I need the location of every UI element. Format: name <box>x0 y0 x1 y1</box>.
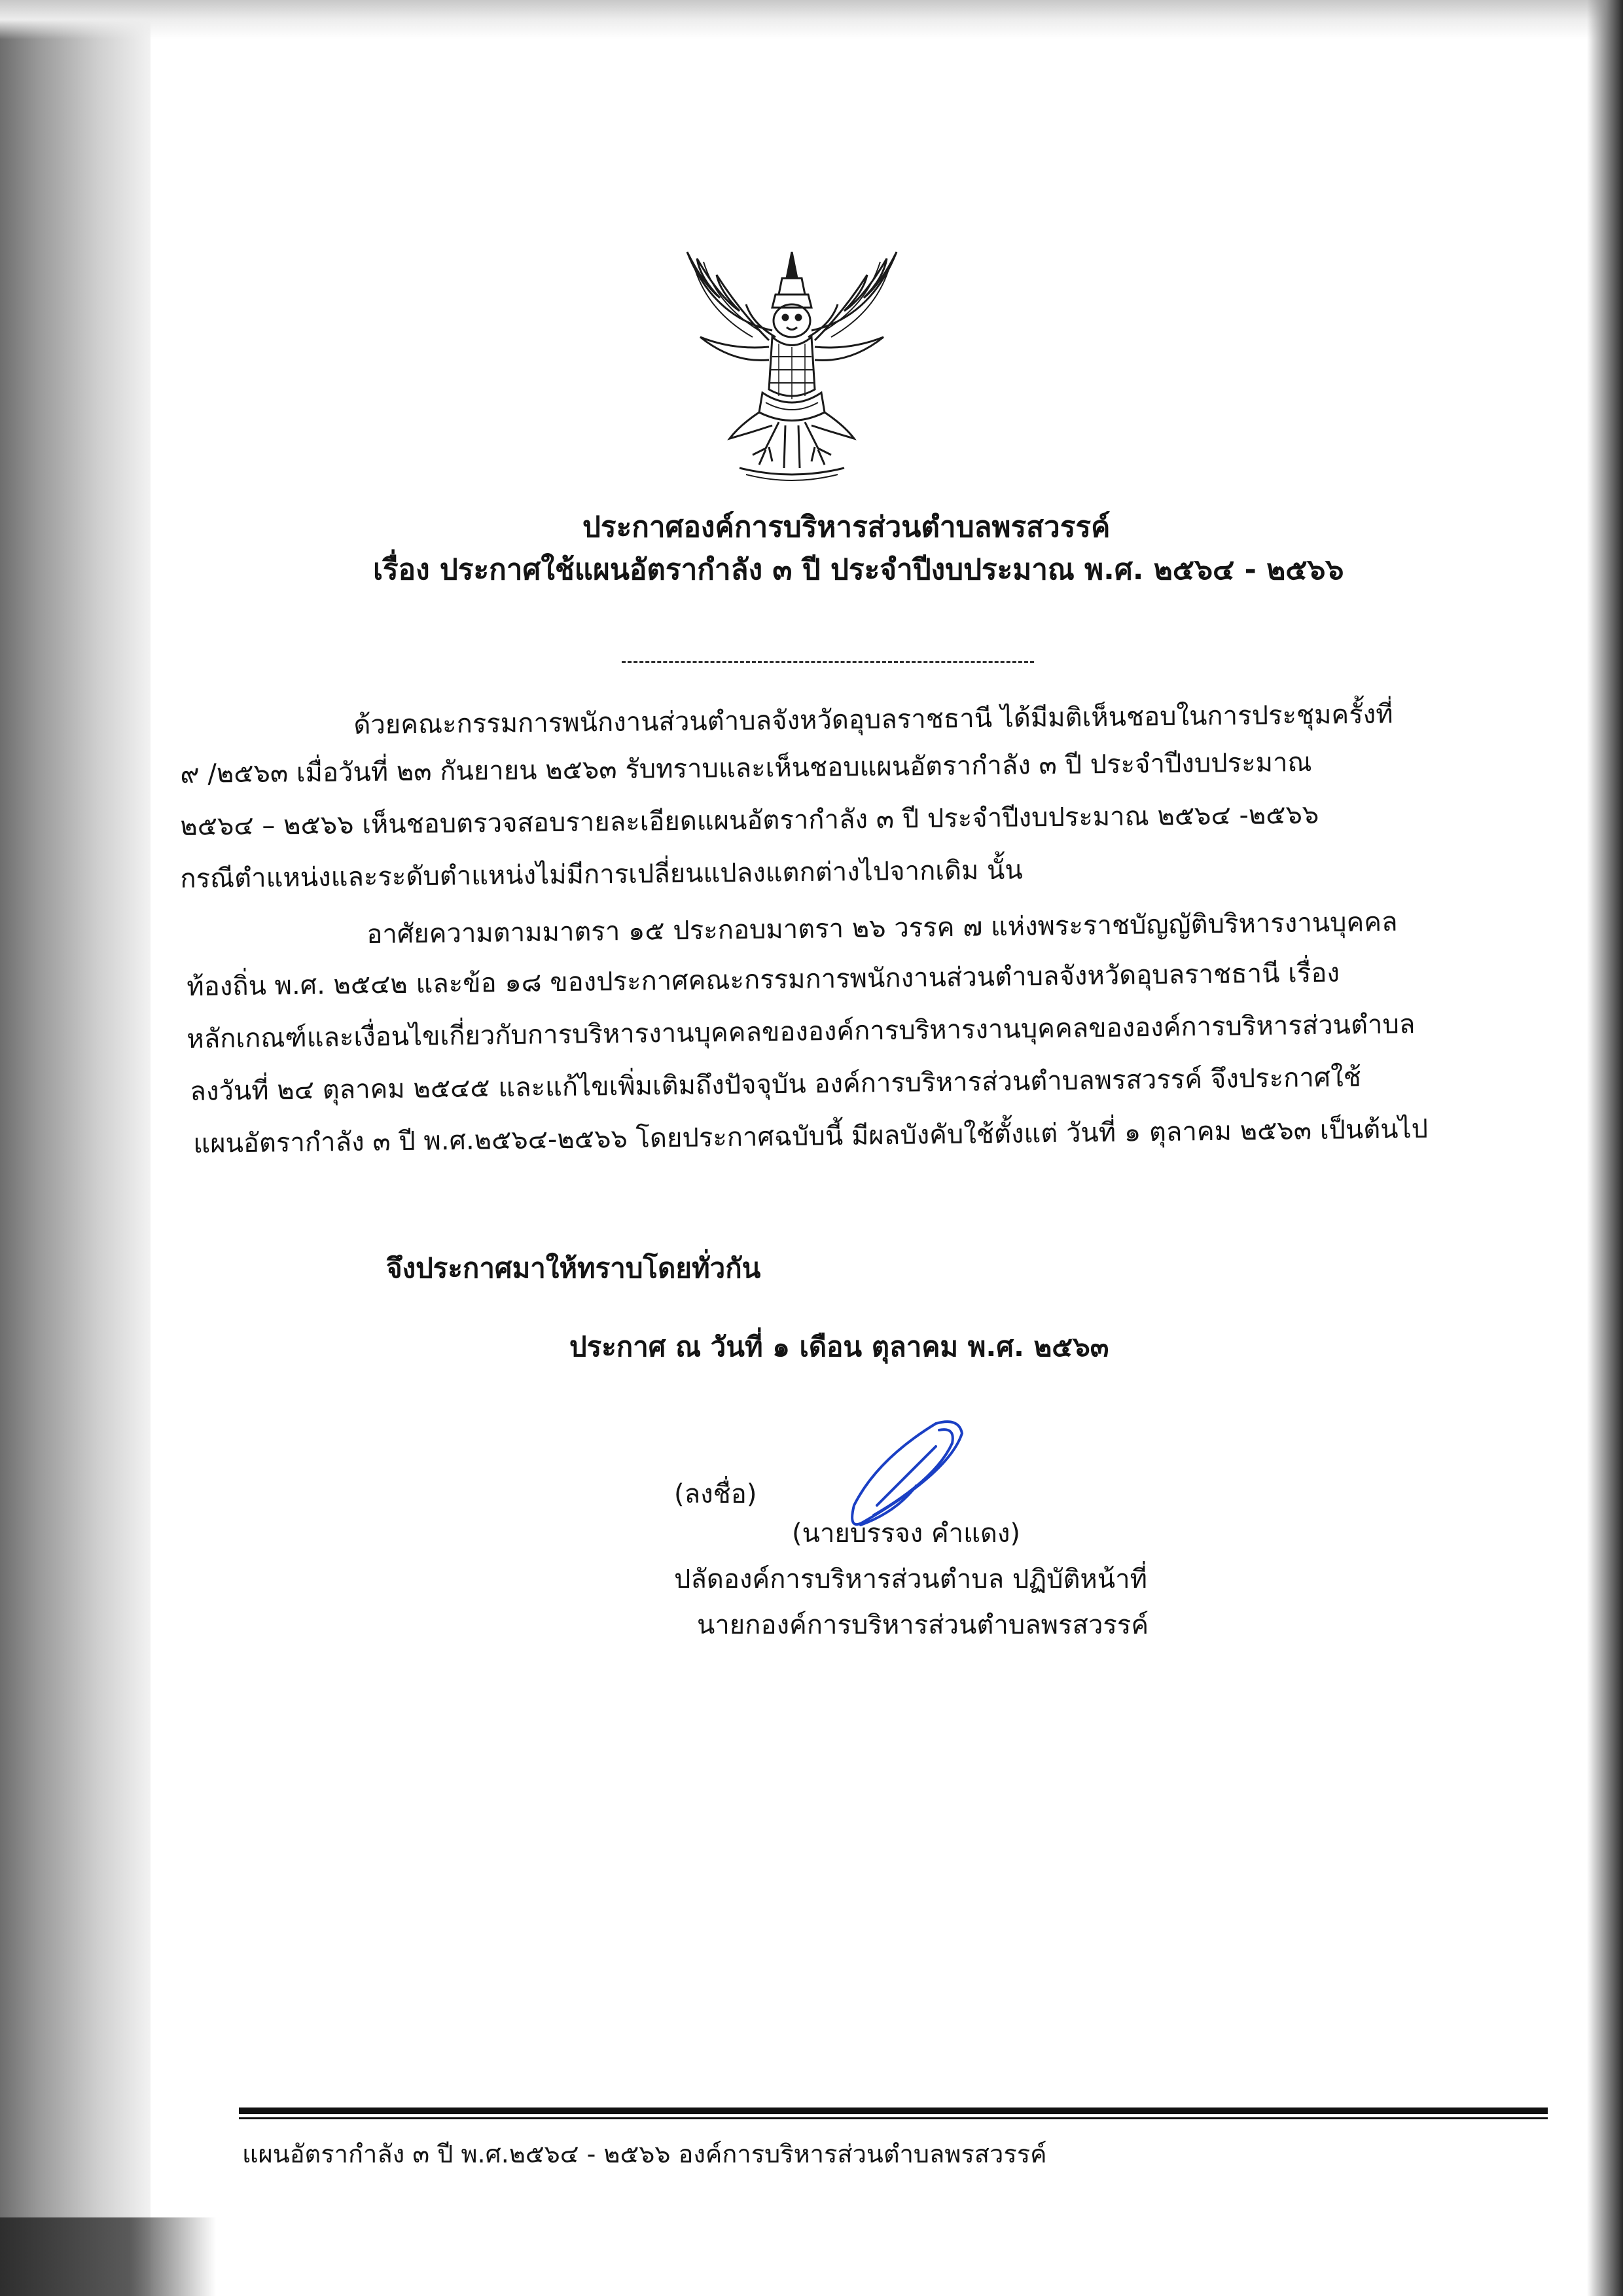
proclamation-date: ประกาศ ณ วันที่ ๑ เดือน ตุลาคม พ.ศ. ๒๕๖๓ <box>569 1331 1109 1363</box>
paragraph1-line-3: ๒๕๖๔ – ๒๕๖๖ เห็นชอบตรวจสอบรายละเอียดแผนอัตรากำลัง ๓ ปี ประจำปีงบประมาณ ๒๕๖๔ -๒๕๖๖ <box>180 799 1319 842</box>
paragraph2-line-5: แผนอัตรากำลัง ๓ ปี พ.ศ.๒๕๖๔-๒๕๖๖ โดยประกาศฉบับนี้ มีผลบังคับใช้ตั้งแต่ วันที่ ๑ ตุลาคม ๒๕๖๓ เป็นต้นไป <box>193 1113 1429 1159</box>
paragraph1-line-1: ด้วยคณะกรรมการพนักงานส่วนตำบลจังหวัดอุบลราชธานี ได้มีมติเห็นชอบในการประชุมครั้งที่ <box>353 699 1393 740</box>
paragraph2-line-2: ท้องถิ่น พ.ศ. ๒๕๔๒ และข้อ ๑๘ ของประกาศคณะกรรมการพนักงานส่วนตำบลจังหวัดอุบลราชธานี เรื่อง <box>187 958 1340 1002</box>
paragraph1-line-4: กรณีตำแหน่งและระดับตำแหน่งไม่มีการเปลี่ยนแปลงแตกต่างไปจากเดิม นั้น <box>180 855 1023 894</box>
title-separator <box>622 661 1034 663</box>
footer-rule-thin <box>239 2117 1548 2119</box>
sign-label: (ลงชื่อ) <box>674 1479 757 1509</box>
footer-caption: แผนอัตรากำลัง ๓ ปี พ.ศ.๒๕๖๔ - ๒๕๖๖ องค์การบริหารส่วนตำบลพรสวรรค์ <box>242 2140 1047 2168</box>
scan-shadow-left <box>0 0 151 2296</box>
announcement-title: ประกาศองค์การบริหารส่วนตำบลพรสวรรค์ <box>582 511 1111 544</box>
signer-position: ปลัดองค์การบริหารส่วนตำบล ปฏิบัติหน้าที่ <box>674 1564 1147 1594</box>
paragraph2-line-4: ลงวันที่ ๒๔ ตุลาคม ๒๕๔๕ และแก้ไขเพิ่มเติมถึงปัจจุบัน องค์การบริหารส่วนตำบลพรสวรรค์ จึงประกาศใช้ <box>190 1062 1362 1107</box>
signer-acting-position: นายกองค์การบริหารส่วนตำบลพรสวรรค์ <box>697 1610 1149 1640</box>
paragraph2-line-1: อาศัยความตามมาตรา ๑๕ ประกอบมาตรา ๒๖ วรรค ๗ แห่งพระราชบัญญัติบริหารงานบุคคล <box>366 906 1398 950</box>
signer-name: (นายบรรจง คำแดง) <box>792 1518 1021 1549</box>
paragraph1-line-2: ๙ /๒๕๖๓ เมื่อวันที่ ๒๓ กันยายน ๒๕๖๓ รับทราบและเห็นชอบแผนอัตรากำลัง ๓ ปี ประจำปีงบประมาณ <box>180 747 1312 789</box>
closing-statement: จึงประกาศมาให้ทราบโดยทั่วกัน <box>386 1252 761 1284</box>
announcement-subject: เรื่อง ประกาศใช้แผนอัตรากำลัง ๓ ปี ประจำปีงบประมาณ พ.ศ. ๒๕๖๔ - ๒๕๖๖ <box>373 553 1344 586</box>
garuda-emblem-icon <box>674 239 910 488</box>
scan-shadow-right <box>1587 0 1623 2296</box>
paragraph2-line-3: หลักเกณฑ์และเงื่อนไขเกี่ยวกับการบริหารงานบุคคลขององค์การบริหารงานบุคคลขององค์การบริหารส่วนตำบล <box>187 1009 1416 1054</box>
document-page <box>151 13 1587 2296</box>
footer-rule <box>239 2108 1548 2114</box>
